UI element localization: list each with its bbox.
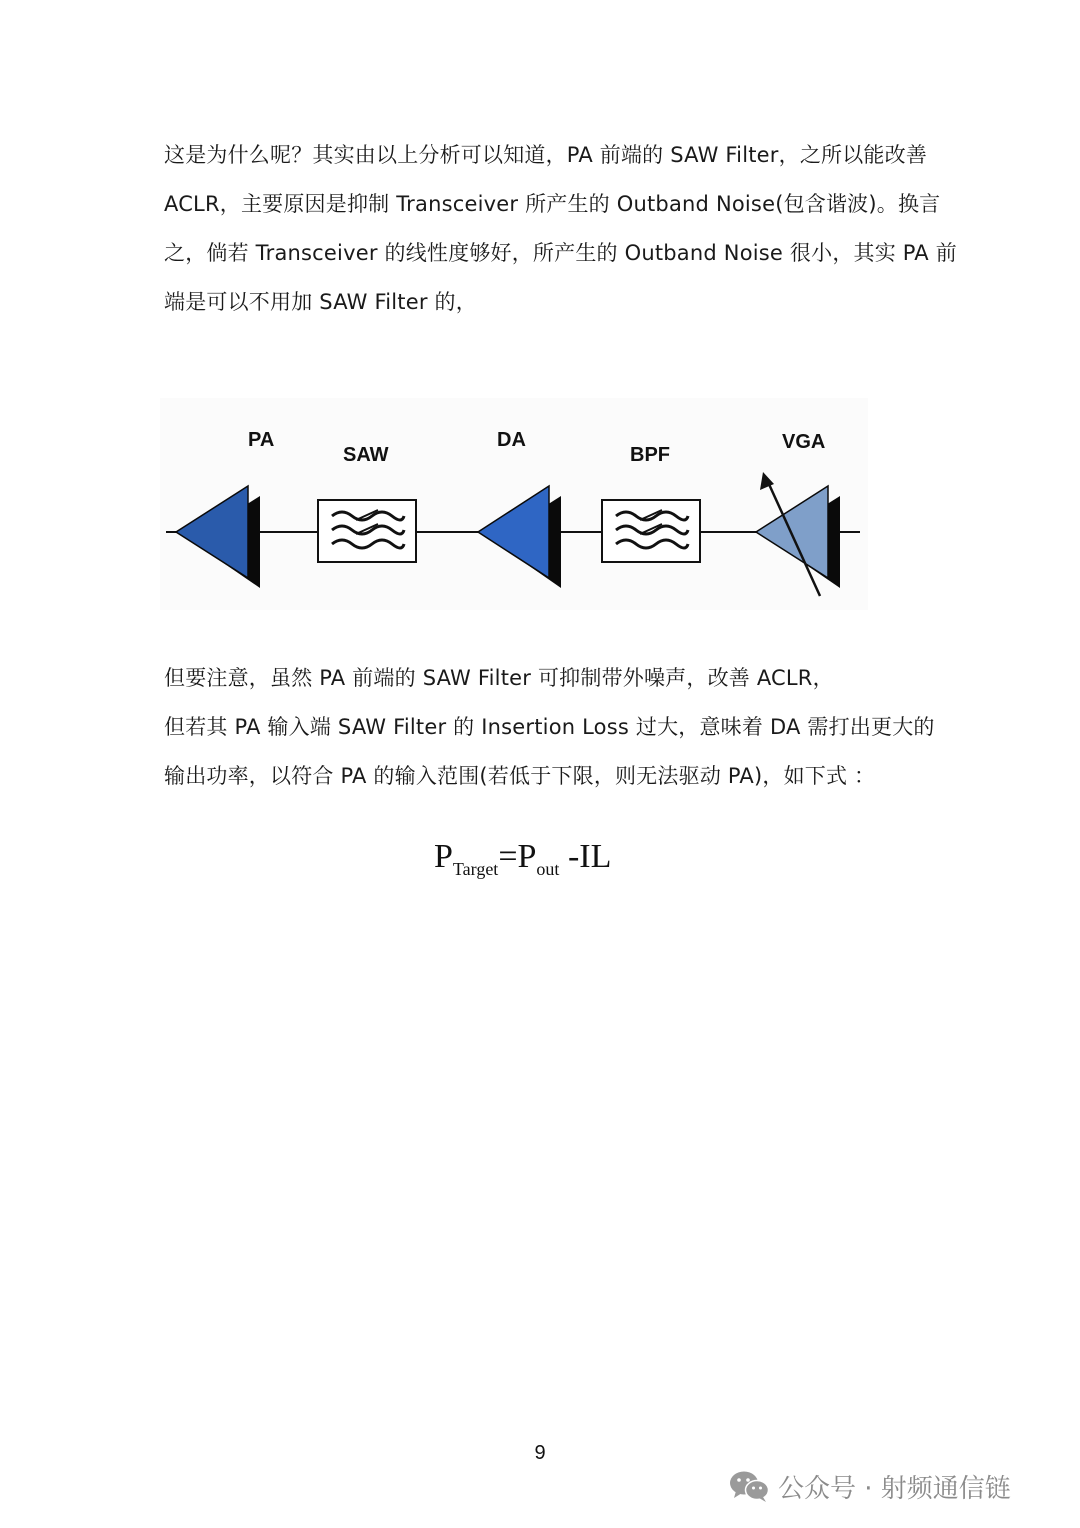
formula-equals: = bbox=[498, 838, 518, 875]
watermark-text: 公众号 · 射频通信链 bbox=[778, 1473, 1011, 1504]
paragraph-1 bbox=[164, 131, 957, 327]
vga-label: VGA bbox=[782, 431, 826, 453]
saw-label: SAW bbox=[343, 444, 389, 466]
paragraph-line: 但若其 PA 输入端 SAW Filter 的 Insertion Loss 过大，意味着 DA 需打出更大的 bbox=[164, 715, 935, 739]
formula-rhs-sub: out bbox=[536, 859, 560, 879]
paragraph-line: 之，倘若 Transceiver 的线性度够好，所产生的 Outband Noise 很小，其实 PA 前 bbox=[164, 241, 957, 265]
formula-lhs-sub: Target bbox=[452, 859, 499, 879]
pa-label: PA bbox=[248, 429, 275, 451]
bpf-label: BPF bbox=[630, 444, 670, 466]
da-label: DA bbox=[497, 429, 526, 451]
paragraph-line: ACLR，主要原因是抑制 Transceiver 所产生的 Outband Noise(包含谐波)。换言 bbox=[164, 192, 941, 216]
formula-lhs-base: P bbox=[434, 838, 453, 875]
bpf-filter bbox=[602, 500, 700, 562]
wechat-icon bbox=[728, 1468, 770, 1504]
saw-filter bbox=[318, 500, 416, 562]
formula-rhs-tail: -IL bbox=[559, 838, 612, 875]
formula bbox=[434, 838, 611, 898]
paragraph-line: 输出功率，以符合 PA 的输入范围(若低于下限，则无法驱动 PA)，如下式 ： bbox=[164, 764, 876, 788]
paragraph-2 bbox=[164, 654, 935, 801]
watermark bbox=[728, 1464, 1011, 1508]
page-number: 9 bbox=[534, 1442, 546, 1464]
paragraph-line: 端是可以不用加 SAW Filter 的， bbox=[164, 290, 477, 314]
paragraph-line: 但要注意，虽然 PA 前端的 SAW Filter 可抑制带外噪声，改善 ACLR， bbox=[164, 666, 834, 690]
rf-chain-diagram bbox=[160, 398, 868, 610]
paragraph-line: 这是为什么呢？其实由以上分析可以知道，PA 前端的 SAW Filter，之所以能改善 bbox=[164, 143, 928, 167]
formula-rhs-base: P bbox=[517, 838, 537, 875]
